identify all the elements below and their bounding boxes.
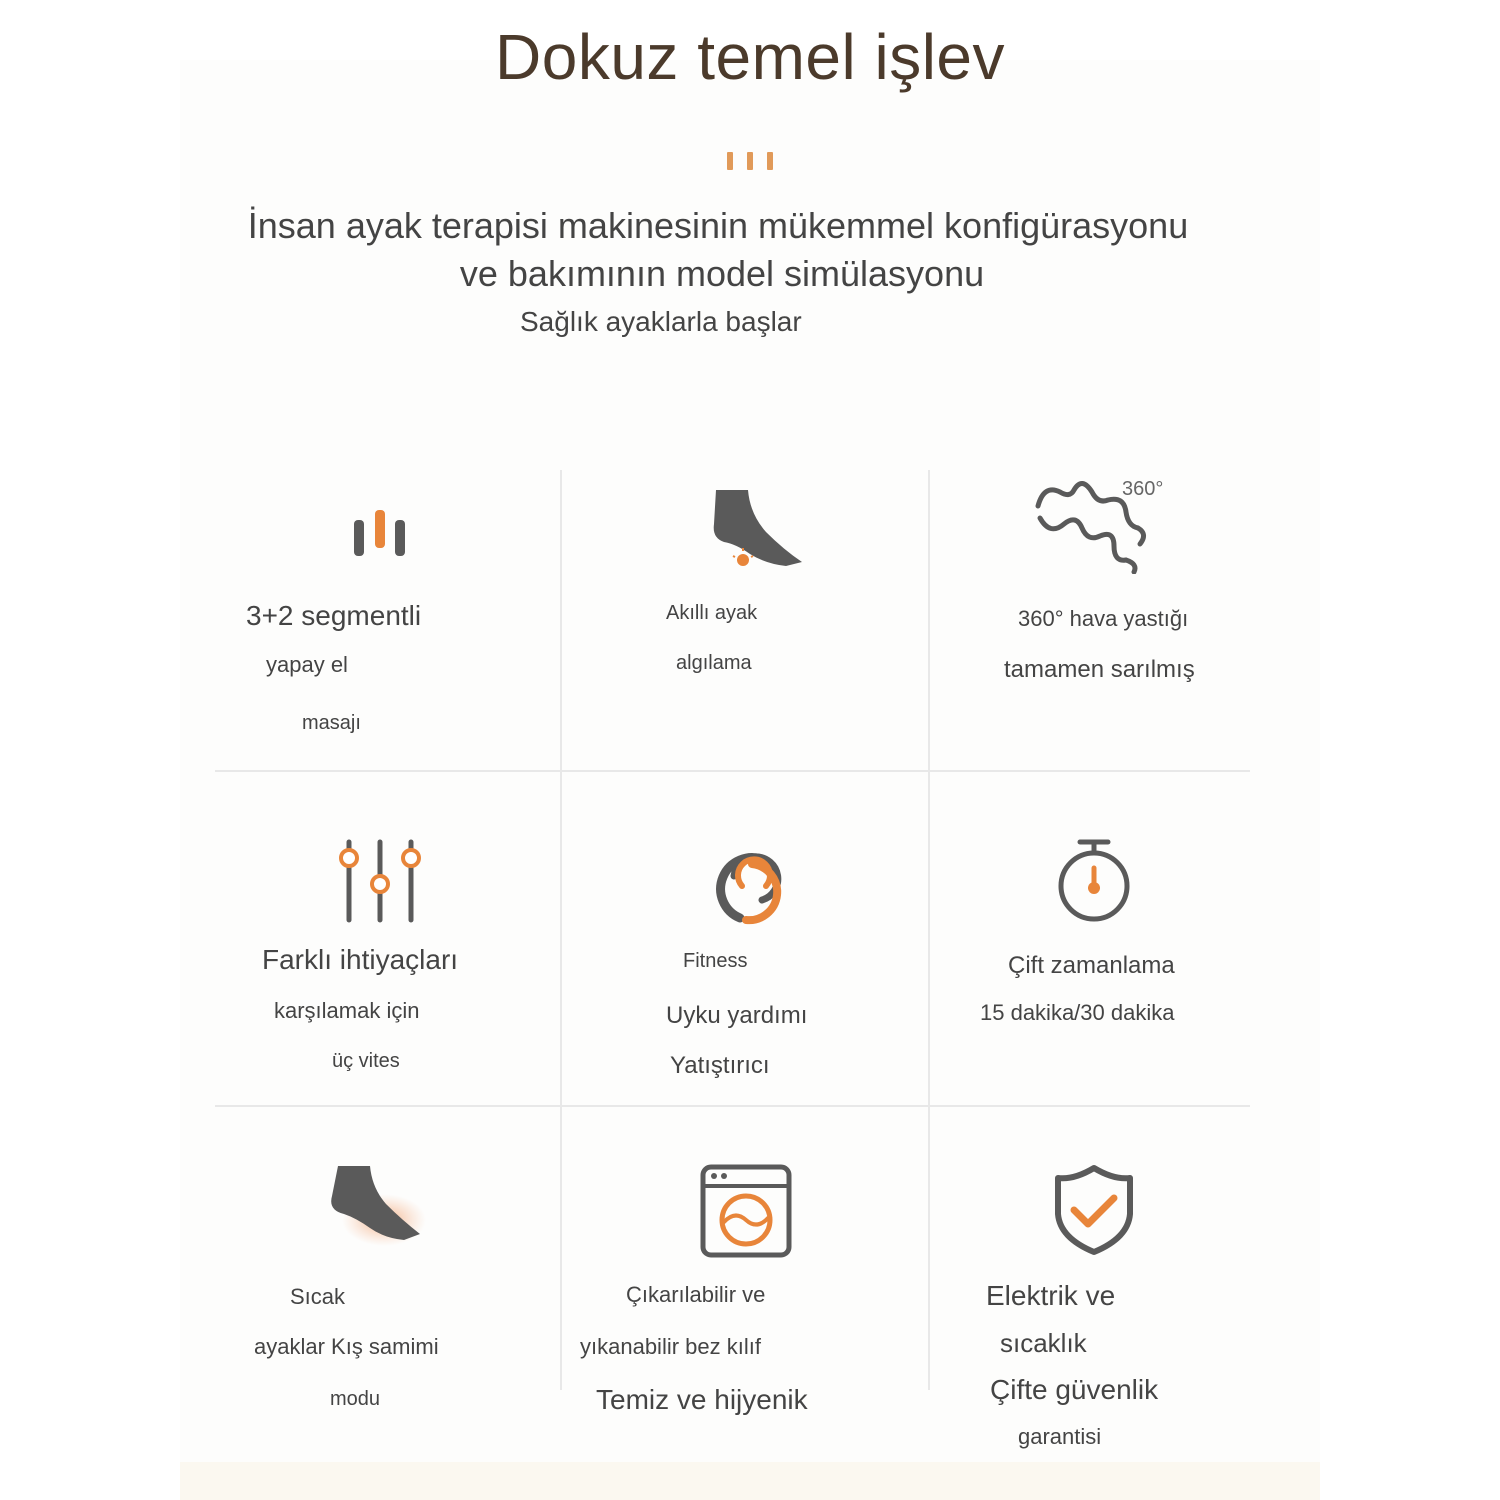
feature-1-line-2: yapay el	[266, 652, 348, 677]
feature-8-line-3: Temiz ve hijyenik	[596, 1384, 808, 1415]
feature-2-line-1: Akıllı ayak	[666, 602, 758, 624]
feature-4-line-3: üç vites	[332, 1050, 400, 1072]
subtitle-line-1: İnsan ayak terapisi makinesinin mükemmel konfigürasyonu	[247, 205, 1189, 246]
feature-5-line-1: Fitness	[683, 950, 748, 972]
foot-sensor-icon	[706, 488, 806, 570]
feature-7-line-2: ayaklar Kış samimi	[254, 1334, 439, 1359]
feature-1-line-1: 3+2 segmentli	[246, 600, 422, 631]
subtitle-line-2: ve bakımının model simülasyonu	[459, 253, 985, 294]
sliders-icon	[336, 838, 426, 924]
grid-line-vertical-2	[928, 470, 930, 1390]
feature-5-line-2: Uyku yardımı	[666, 1002, 808, 1029]
feature-6-line-1: Çift zamanlama	[1008, 952, 1175, 979]
divider-marks-icon	[727, 152, 773, 172]
segment-bars-icon	[352, 508, 408, 560]
grid-line-horizontal-2	[215, 1105, 1250, 1107]
airbag-360-badge: 360°	[1122, 478, 1164, 500]
bottom-strip	[180, 1462, 1320, 1500]
feature-7-line-3: modu	[330, 1388, 381, 1410]
warm-foot-icon	[326, 1164, 436, 1248]
feature-6-line-2: 15 dakika/30 dakika	[980, 1000, 1175, 1025]
feature-7-line-1: Sıcak	[290, 1284, 346, 1309]
feature-3-line-2: tamamen sarılmış	[1004, 656, 1195, 683]
feature-4-line-2: karşılamak için	[274, 998, 420, 1023]
rings-icon	[696, 836, 796, 928]
feature-8-line-1: Çıkarılabilir ve	[626, 1282, 766, 1307]
stopwatch-icon	[1054, 838, 1134, 924]
feature-2-line-2: algılama	[676, 652, 752, 674]
page-title: Dokuz temel işlev	[495, 21, 1005, 93]
feature-9-line-2: sıcaklık	[1000, 1328, 1087, 1358]
feature-8-line-2: yıkanabilir bez kılıf	[580, 1334, 761, 1359]
slogan: Sağlık ayaklarla başlar	[520, 306, 802, 337]
feature-9-line-1: Elektrik ve	[986, 1280, 1116, 1311]
washing-machine-icon	[700, 1164, 792, 1258]
feature-1-line-3: masajı	[302, 712, 361, 734]
shield-check-icon	[1054, 1164, 1134, 1256]
feature-4-line-1: Farklı ihtiyaçları	[262, 944, 459, 975]
feature-9-line-3: Çifte güvenlik	[990, 1374, 1159, 1405]
feature-3-line-1: 360° hava yastığı	[1018, 606, 1189, 631]
feature-5-line-3: Yatıştırıcı	[670, 1052, 770, 1079]
grid-line-horizontal-1	[215, 770, 1250, 772]
grid-line-vertical-1	[560, 470, 562, 1390]
feature-9-line-4: garantisi	[1018, 1424, 1102, 1449]
